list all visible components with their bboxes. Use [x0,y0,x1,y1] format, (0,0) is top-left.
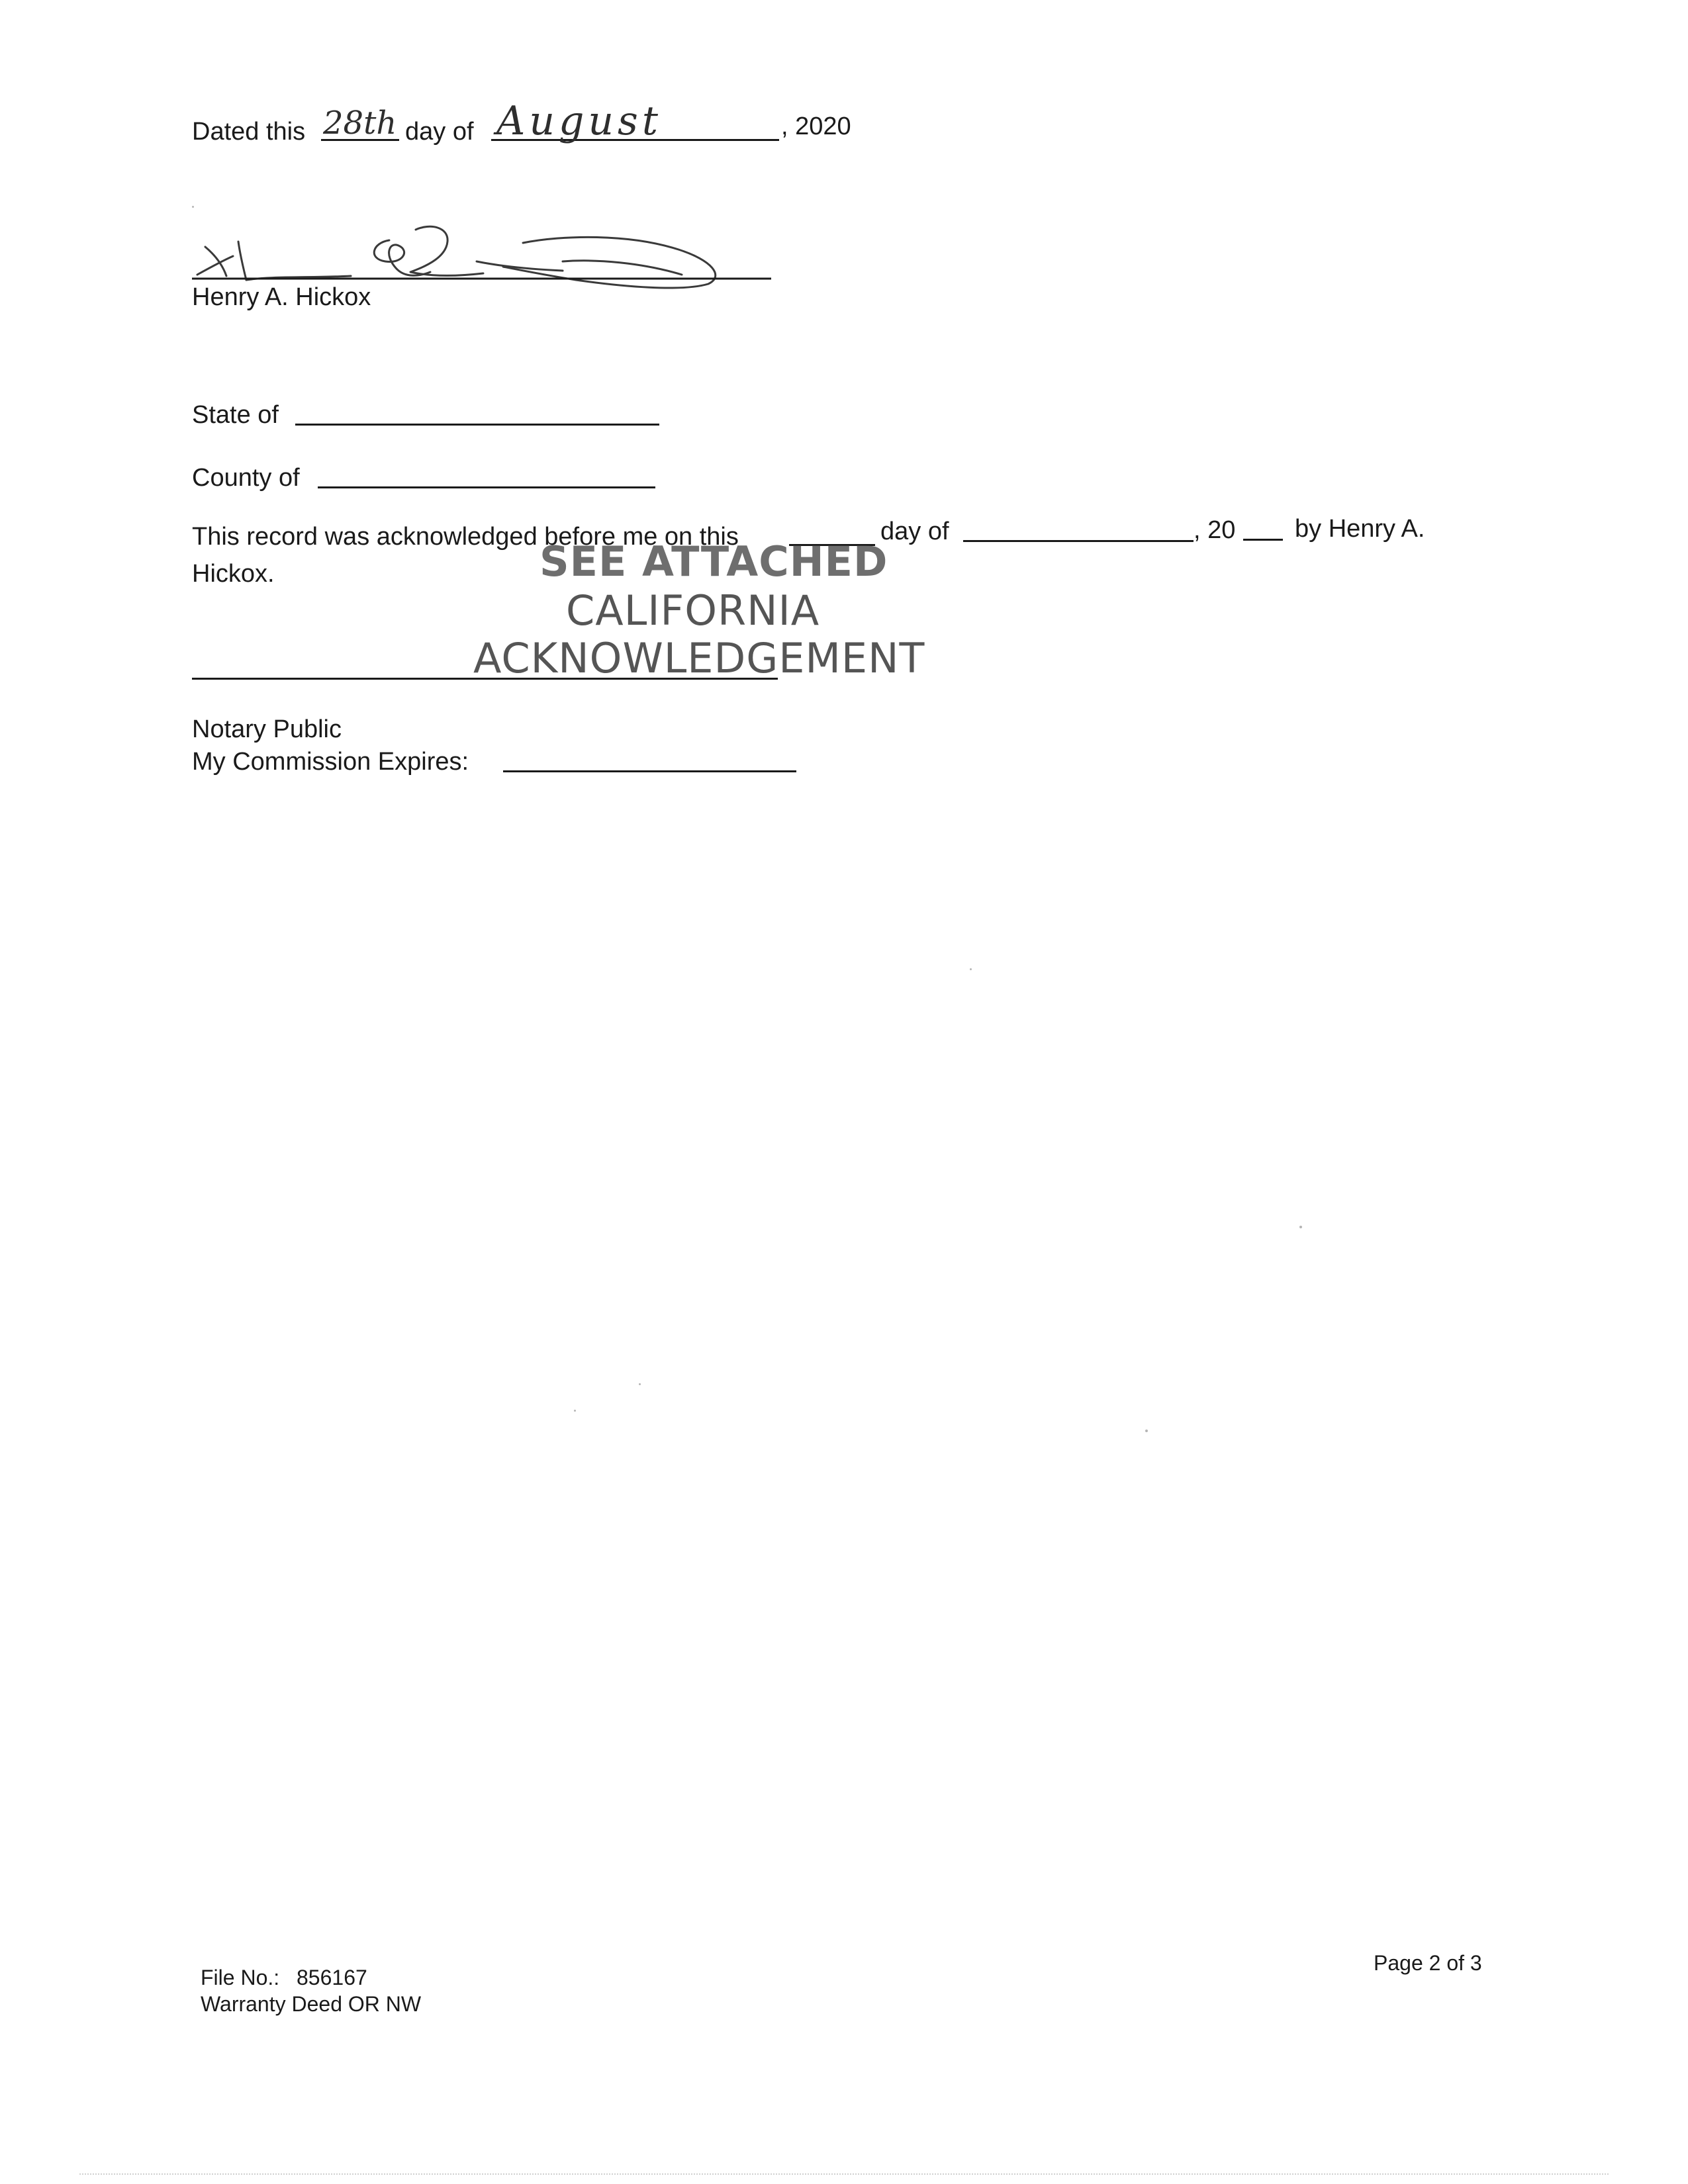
record-text-line1: This record was acknowledged before me on this [192,523,739,551]
page-number: Page 2 of 3 [1374,1951,1482,1975]
handwritten-day: 28th [323,105,397,142]
state-blank-line [295,424,659,426]
doc-type: Warranty Deed OR NW [201,1992,422,2016]
record-month-blank-line [963,540,1194,542]
record-day-of: day of [880,518,949,545]
dated-day-of: day of [405,118,474,146]
stamp-line-1: SEE ATTACHED [539,537,888,586]
signer-name: Henry A. Hickox [192,283,371,311]
commission-blank-line [503,770,796,772]
commission-expires-label: My Commission Expires: [192,748,469,776]
stamp-line-3: ACKNOWLEDGEMENT [473,634,925,682]
state-label: State of [192,401,279,429]
dated-year: , 2020 [781,113,851,140]
file-no-value: 856167 [297,1966,367,1989]
record-text-line2: Hickox. [192,560,275,588]
scan-speck [1299,1226,1302,1228]
record-year: , 20 [1194,516,1236,544]
county-blank-line [318,486,655,488]
record-by: by Henry A. [1295,515,1425,543]
scan-speck [1145,1430,1148,1432]
stamp-line-2: CALIFORNIA [566,586,820,635]
file-no-label: File No.: [201,1966,280,1989]
county-label: County of [192,464,300,492]
scan-speck [192,206,194,208]
scan-speck [970,968,972,970]
notary-public-label: Notary Public [192,715,342,743]
dated-prefix: Dated this [192,118,306,146]
scan-speck [639,1383,641,1385]
handwritten-month: August [496,98,662,144]
scan-bottom-edge [79,2173,1609,2175]
scan-speck [574,1410,576,1412]
record-year-blank-line [1243,539,1283,541]
